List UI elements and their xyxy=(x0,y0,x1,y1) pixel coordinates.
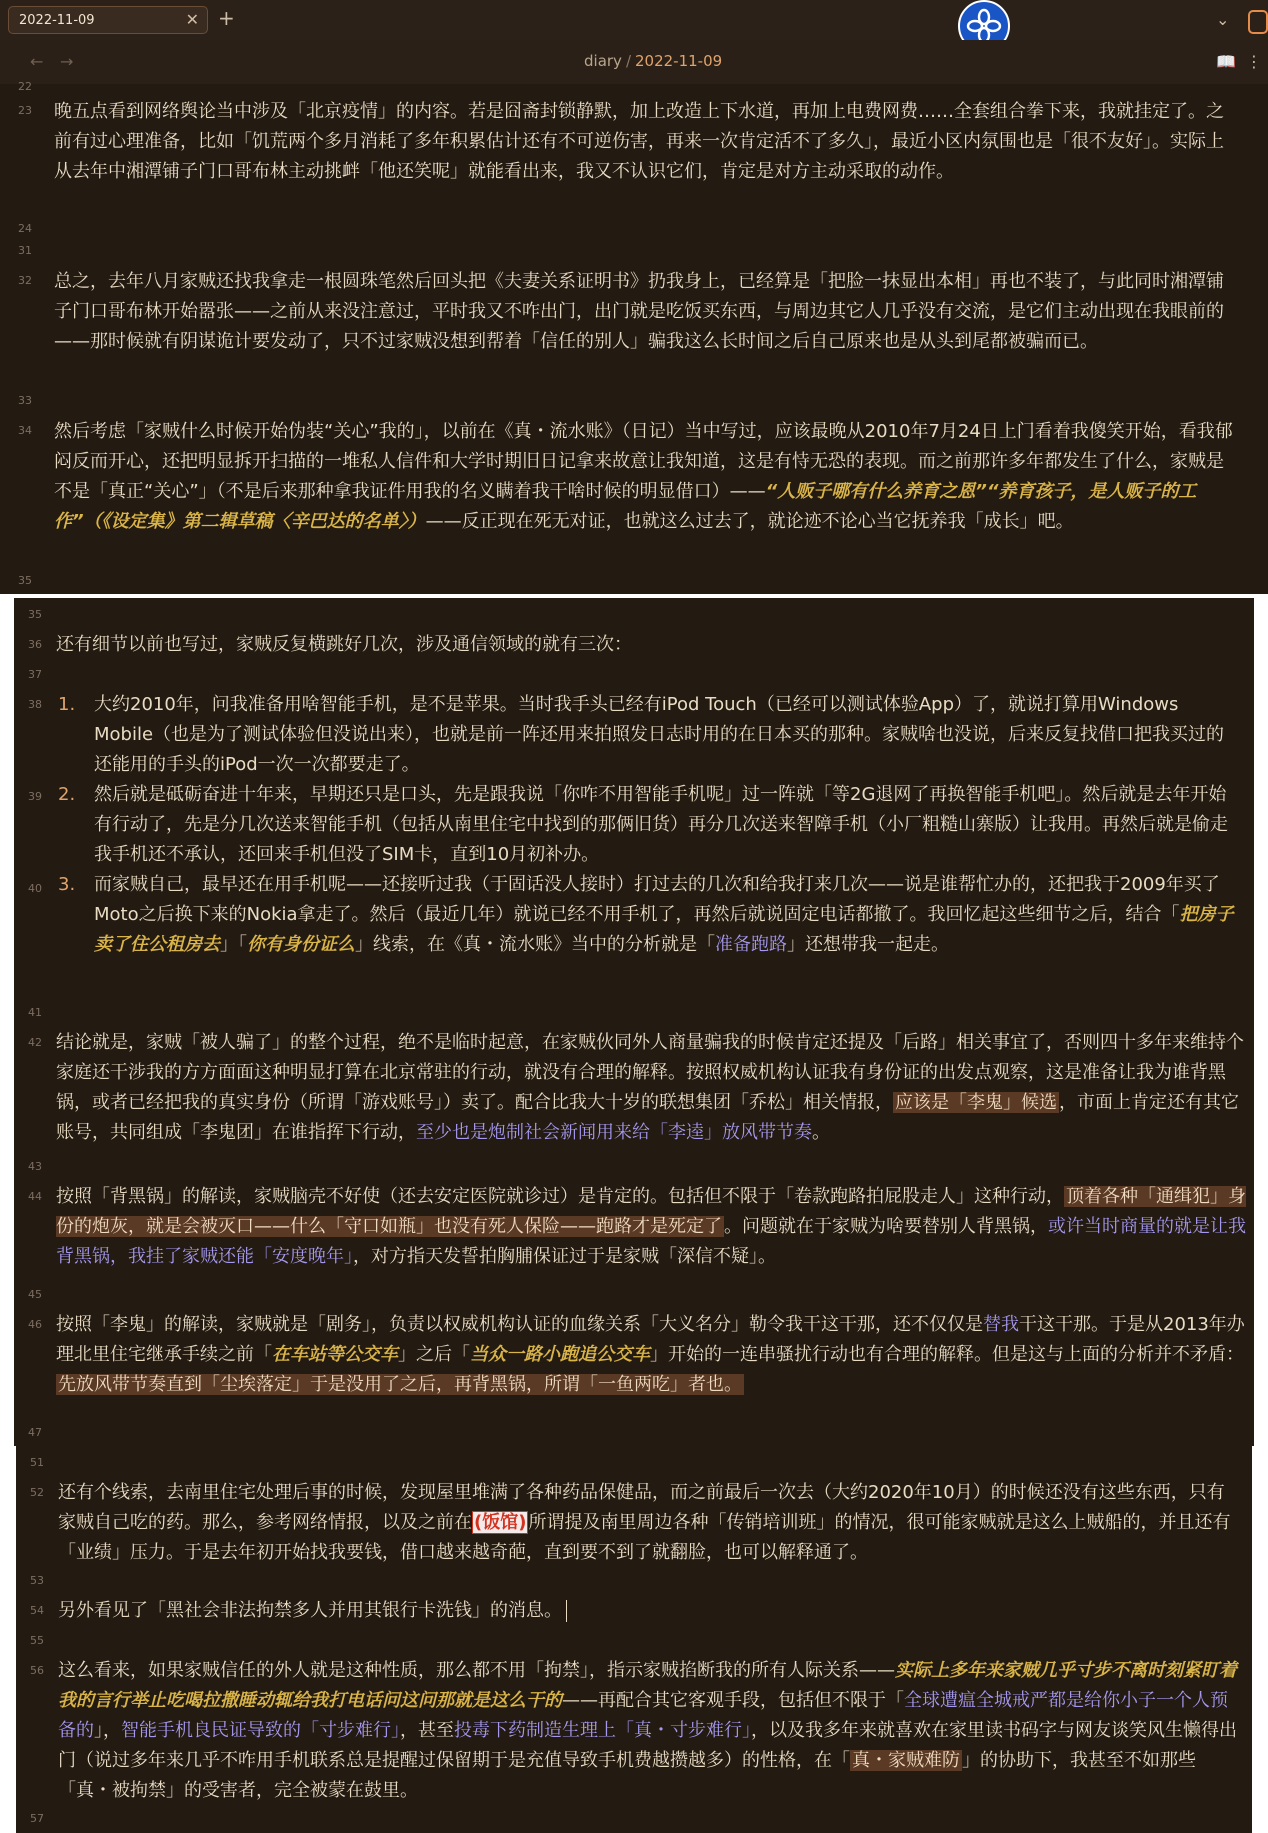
line-number: 33 xyxy=(18,394,32,407)
line-number: 52 xyxy=(30,1486,44,1499)
paragraph-52 xyxy=(58,1478,1238,1568)
paragraph-56-text: ，甚至 xyxy=(400,1720,454,1741)
list-item-text: 大约2010年，问我准备用啥智能手机，是不是苹果。当时我手头已经有iPod Touch（已经可以测试体验App）了，就说打算用Windows Mobile（也是为了测试体验但没说出来），也就是前一阵还用来拍照发日志时用的在日本买的那种。家贼啥也没说，后来反复找借口把我买过的还能用的手头的iPod一次一次都要走了。 xyxy=(94,694,1225,775)
breadcrumb-file[interactable]: 2022-11-09 xyxy=(635,52,723,70)
line-number: 32 xyxy=(18,274,32,287)
window-button[interactable] xyxy=(1248,10,1268,34)
line-number: 35 xyxy=(28,608,42,621)
paragraph-34-text: ——反正现在死无对证，也就这么过去了，就论迹不论心当它抚养我「成长」吧。 xyxy=(425,511,1074,532)
paragraph-32: 总之，去年八月家贼还找我拿走一根圆珠笔然后回头把《夫妻关系证明书》扔我身上，已经算是「把脸一抹显出本相」再也不装了，与此同时湘潭铺子门口哥布林开始嚣张——之前从来没注意过，平时我又不咋出门，出门就是吃饭买东西，与周边其它人几乎没有交流，是它们主动出现在我眼前的——那时候就有阴谋诡计要发动了，只不过家贼没想到帮着「信任的别人」骗我这么长时间之后自己原来也是从头到尾都被骗而已。 xyxy=(54,271,1224,352)
line-number: 42 xyxy=(28,1036,42,1049)
line-number: 44 xyxy=(28,1190,42,1203)
list-item-text: 」还想带我一起走。 xyxy=(787,934,949,955)
paragraph-46-text: 按照「李鬼」的解读，家贼就是「剧务」，负责以权威机构认证的血缘关系「大义名分」勒令我干这干那，还不仅仅是 xyxy=(56,1314,983,1335)
breadcrumb-separator: / xyxy=(625,52,631,70)
highlight-quote: 实际上多年来家贼几乎寸步不离时刻紧盯着我的言行举止吃喝拉撒睡动辄给我打电话问这问那就是这么干的 xyxy=(58,1660,1237,1711)
highlight-quote: 当众一路小跑追公交车 xyxy=(470,1344,650,1365)
new-tab-button[interactable]: + xyxy=(218,6,235,30)
line-number: 47 xyxy=(28,1426,42,1439)
line-number: 35 xyxy=(18,574,32,587)
paragraph-56 xyxy=(58,1656,1238,1806)
paragraph-56-text: 这么看来，如果家贼信任的外人就是这种性质，那么都不用「拘禁」，指示家贼掐断我的所有人际关系—— xyxy=(58,1660,895,1681)
highlight-link: 智能手机良民证导致的「寸步难行」 xyxy=(121,1720,400,1741)
highlight-mark: 顶着各种「通缉犯」身份的炮灰，就是会被灭口——什么「守口如瓶」也没有死人保险——跑路才是死定了 xyxy=(56,1186,1246,1237)
list-item-text: 」线索，在《真・流水账》当中的分析就是「 xyxy=(355,934,715,955)
line-number: 38 xyxy=(28,698,42,711)
highlight-quote: 你有身份证么 xyxy=(247,934,355,955)
list-item-text: 然后就是砥砺奋进十年来，早期还只是口头，先是跟我说「你咋不用智能手机呢」过一阵就「等2G退网了再换智能手机吧」。然后就是去年开始有行动了，先是分几次送来智能手机（包括从南里住宅中找到的那俩旧货）再分几次送来智障手机（小厂粗糙山寨版）让我用。再然后就是偷走我手机还不承认，还回来手机但没了SIM卡，直到10月初补办。 xyxy=(94,784,1228,865)
highlight-red-mark: (饭馆) xyxy=(474,1512,527,1533)
highlight-link: 投毒下药制造生理上「真・寸步难行」 xyxy=(454,1720,751,1741)
paragraph-44-text: ，对方指天发誓拍胸脯保证过于是家贼「深信不疑」。 xyxy=(353,1246,776,1267)
list-item-text: 而家贼自己，最早还在用手机呢——还接听过我（于固话没人接时）打过去的几次和给我打来几次——说是谁帮忙办的，还把我于2009年买了Moto之后换下来的Nokia拿走了。然后（最近几年）就说已经不用手机了，再然后就说固定电话都撤了。我回忆起这些细节之后，结合「 xyxy=(94,874,1220,925)
list-item-text: 」「 xyxy=(220,934,247,955)
line-number: 55 xyxy=(30,1634,44,1647)
breadcrumb xyxy=(584,52,722,70)
highlight-mark: 应该是「李鬼」候选 xyxy=(895,1092,1057,1113)
tab-title: 2022-11-09 xyxy=(19,13,95,28)
line-number: 24 xyxy=(18,222,32,235)
line-number: 34 xyxy=(18,424,32,437)
line-number: 54 xyxy=(30,1604,44,1617)
line-number: 36 xyxy=(28,638,42,651)
line-number: 57 xyxy=(30,1812,44,1825)
highlight-link: 至少也是炮制社会新闻用来给「李逵」放风带节奏 xyxy=(416,1122,812,1143)
editor-pane-upper[interactable] xyxy=(0,80,1268,594)
line-number: 31 xyxy=(18,244,32,257)
list-item xyxy=(58,780,1238,870)
paragraph-34 xyxy=(54,417,1234,537)
line-number: 56 xyxy=(30,1664,44,1677)
editor-pane-lower[interactable] xyxy=(16,1446,1252,1833)
paragraph-46-text: 」之后「 xyxy=(398,1344,470,1365)
line-number: 23 xyxy=(18,104,32,117)
back-arrow-icon[interactable]: ← xyxy=(30,52,44,71)
breadcrumb-folder[interactable]: diary xyxy=(584,52,622,70)
paragraph-52-text: 还有个线索，去南里住宅处理后事的时候，发现屋里堆满了各种药品保健品，而之前最后一次去（大约2020年10月）的时候还没有这些东西，只有家贼自己吃的药。那么，参考网络情报，以及之前在 xyxy=(58,1482,1225,1533)
paragraph-42-text: 。 xyxy=(812,1122,830,1143)
list-item xyxy=(58,690,1238,780)
line-number: 41 xyxy=(28,1006,42,1019)
view-header xyxy=(0,40,1268,84)
line-number: 22 xyxy=(18,80,32,93)
highlight-link: 准备跑路 xyxy=(715,934,787,955)
paragraph-44-text: 。问题就在于家贼为啥要替别人背黑锅， xyxy=(724,1216,1048,1237)
highlight-quote: 把房子卖了住公租房去 xyxy=(94,904,1234,955)
paragraph-46-text: 干这干那。于是从2013年办理北里住宅继承手续之前「 xyxy=(56,1314,1245,1365)
paragraph-36: 还有细节以前也写过，家贼反复横跳好几次，涉及通信领域的就有三次： xyxy=(56,634,632,655)
ordered-list xyxy=(58,690,1238,960)
highlight-quote: “人贩子哪有什么养育之恩”“养育孩子，是人贩子的工作”（《设定集》第二辑草稿〈辛巴达的名单〉） xyxy=(54,481,1197,532)
paragraph-23: 晚五点看到网络舆论当中涉及「北京疫情」的内容。若是囧斋封锁静默，加上改造上下水道，再加上电费网费……全套组合拳下来，我就挂定了。之前有过心理准备，比如「饥荒两个多月消耗了多年积累估计还有不可逆伤害，再来一次肯定活不了多久」，最近小区内氛围也是「很不友好」。实际上从去年中湘潭铺子门口哥布林主动挑衅「他还笑呢」就能看出来，我又不认识它们，肯定是对方主动采取的动作。 xyxy=(54,101,1224,182)
line-number: 51 xyxy=(30,1456,44,1469)
paragraph-34-text: 然后考虑「家贼什么时候开始伪装“关心”我的」，以前在《真・流水账》（日记）当中写过，应该最晚从2010年7月24日上门看着我傻笑开始，看我郁闷反而开心，还把明显拆开扫描的一堆私人信件和大学时期旧日记拿来故意让我知道，这是有恃无恐的表现。而之前那许多年都发生了什么，家贼是不是「真正“关心”」（不是后来那种拿我证件用我的名义瞒着我干啥时候的明显借口）—— xyxy=(54,421,1233,502)
highlight-link: 全球遭瘟全城戒严都是给你小子一个人预备的 xyxy=(58,1690,1228,1741)
paragraph-52-text: 所谓提及南里周边各种「传销培训班」的情况，很可能家贼就是这么上贼船的，并且还有「业绩」压力。于是去年初开始找我要钱，借口越来越奇葩，直到要不到了就翻脸，也可以解释通了。 xyxy=(58,1512,1231,1563)
line-number: 40 xyxy=(28,882,42,895)
tab-diary-2022-11-09[interactable] xyxy=(8,6,208,34)
highlight-mark: 真・家贼难防 xyxy=(852,1750,960,1771)
line-number: 45 xyxy=(28,1288,42,1301)
paragraph-56-text: 」， xyxy=(94,1720,121,1741)
paragraph-42-text: 结论就是，家贼「被人骗了」的整个过程，绝不是临时起意，在家贼伙同外人商量骗我的时候肯定还提及「后路」相关事宜了，否则四十多年来维持个家庭还干涉我的方方面面这种明显打算在北京常驻的行动，就没有合理的解释。按照权威机构认证我有身份证的出发点观察，这是准备让我为谁背黑锅，或者已经把我的真实身份（所谓「游戏账号」）卖了。配合比我大十岁的联想集团「乔松」相关情报， xyxy=(56,1032,1244,1113)
highlight-quote: 在车站等公交车 xyxy=(272,1344,398,1365)
paragraph-54-text: 另外看见了「黑社会非法拘禁多人并用其银行卡洗钱」的消息。 xyxy=(58,1600,562,1621)
paragraph-44-text: 按照「背黑锅」的解读，家贼脑壳不好使（还去安定医院就诊过）是肯定的。包括但不限于「卷款跑路拍屁股走人」这种行动， xyxy=(56,1186,1064,1207)
paragraph-44 xyxy=(56,1182,1246,1272)
paragraph-56-text: ，以及我多年来就喜欢在家里读书码字与网友谈笑风生懒得出门（说过多年来几乎不咋用手机联系总是提醒过保留期于是充值导致手机费越攒越多）的性格，在「 xyxy=(58,1720,1237,1771)
paragraph-42 xyxy=(56,1028,1246,1148)
paragraph-46-text: 」开始的一连串骚扰行动也有合理的解释。但是这与上面的分析并不矛盾： xyxy=(650,1344,1244,1365)
line-number: 46 xyxy=(28,1318,42,1331)
text-cursor xyxy=(566,1600,567,1622)
list-number: 1. xyxy=(58,694,76,715)
paragraph-46 xyxy=(56,1310,1246,1400)
forward-arrow-icon[interactable]: → xyxy=(60,52,74,71)
close-icon[interactable]: ✕ xyxy=(185,10,199,29)
line-number: 43 xyxy=(28,1160,42,1173)
editor-pane-middle[interactable] xyxy=(14,598,1254,1446)
line-number: 53 xyxy=(30,1574,44,1587)
paragraph-54 xyxy=(58,1596,1238,1626)
more-options-icon[interactable]: ⋮ xyxy=(1246,52,1262,71)
paragraph-42-text: ，市面上肯定还有其它账号，共同组成「李鬼团」在谁指挥下行动， xyxy=(56,1092,1239,1143)
list-number: 2. xyxy=(58,784,76,805)
paragraph-56-text: 」的协助下，我甚至不如那些「真・被拘禁」的受害者，完全被蒙在鼓里。 xyxy=(58,1750,1196,1801)
list-number: 3. xyxy=(58,874,76,895)
line-number: 39 xyxy=(28,790,42,803)
paragraph-56-text: ——再配合其它客观手段，包括但不限于「 xyxy=(562,1690,904,1711)
tab-bar xyxy=(0,0,1268,40)
list-item xyxy=(58,870,1238,960)
line-number: 37 xyxy=(28,668,42,681)
chevron-down-icon[interactable]: ⌄ xyxy=(1216,10,1230,29)
highlight-mark: 先放风带节奏直到「尘埃落定」于是没用了之后，再背黑锅，所谓「一鱼两吃」者也。 xyxy=(58,1374,742,1395)
reading-mode-icon[interactable]: 📖 xyxy=(1216,52,1236,71)
highlight-link: 替我 xyxy=(983,1314,1019,1335)
highlight-link: 或许当时商量的就是让我背黑锅，我挂了家贼还能「安度晚年」 xyxy=(56,1216,1246,1267)
